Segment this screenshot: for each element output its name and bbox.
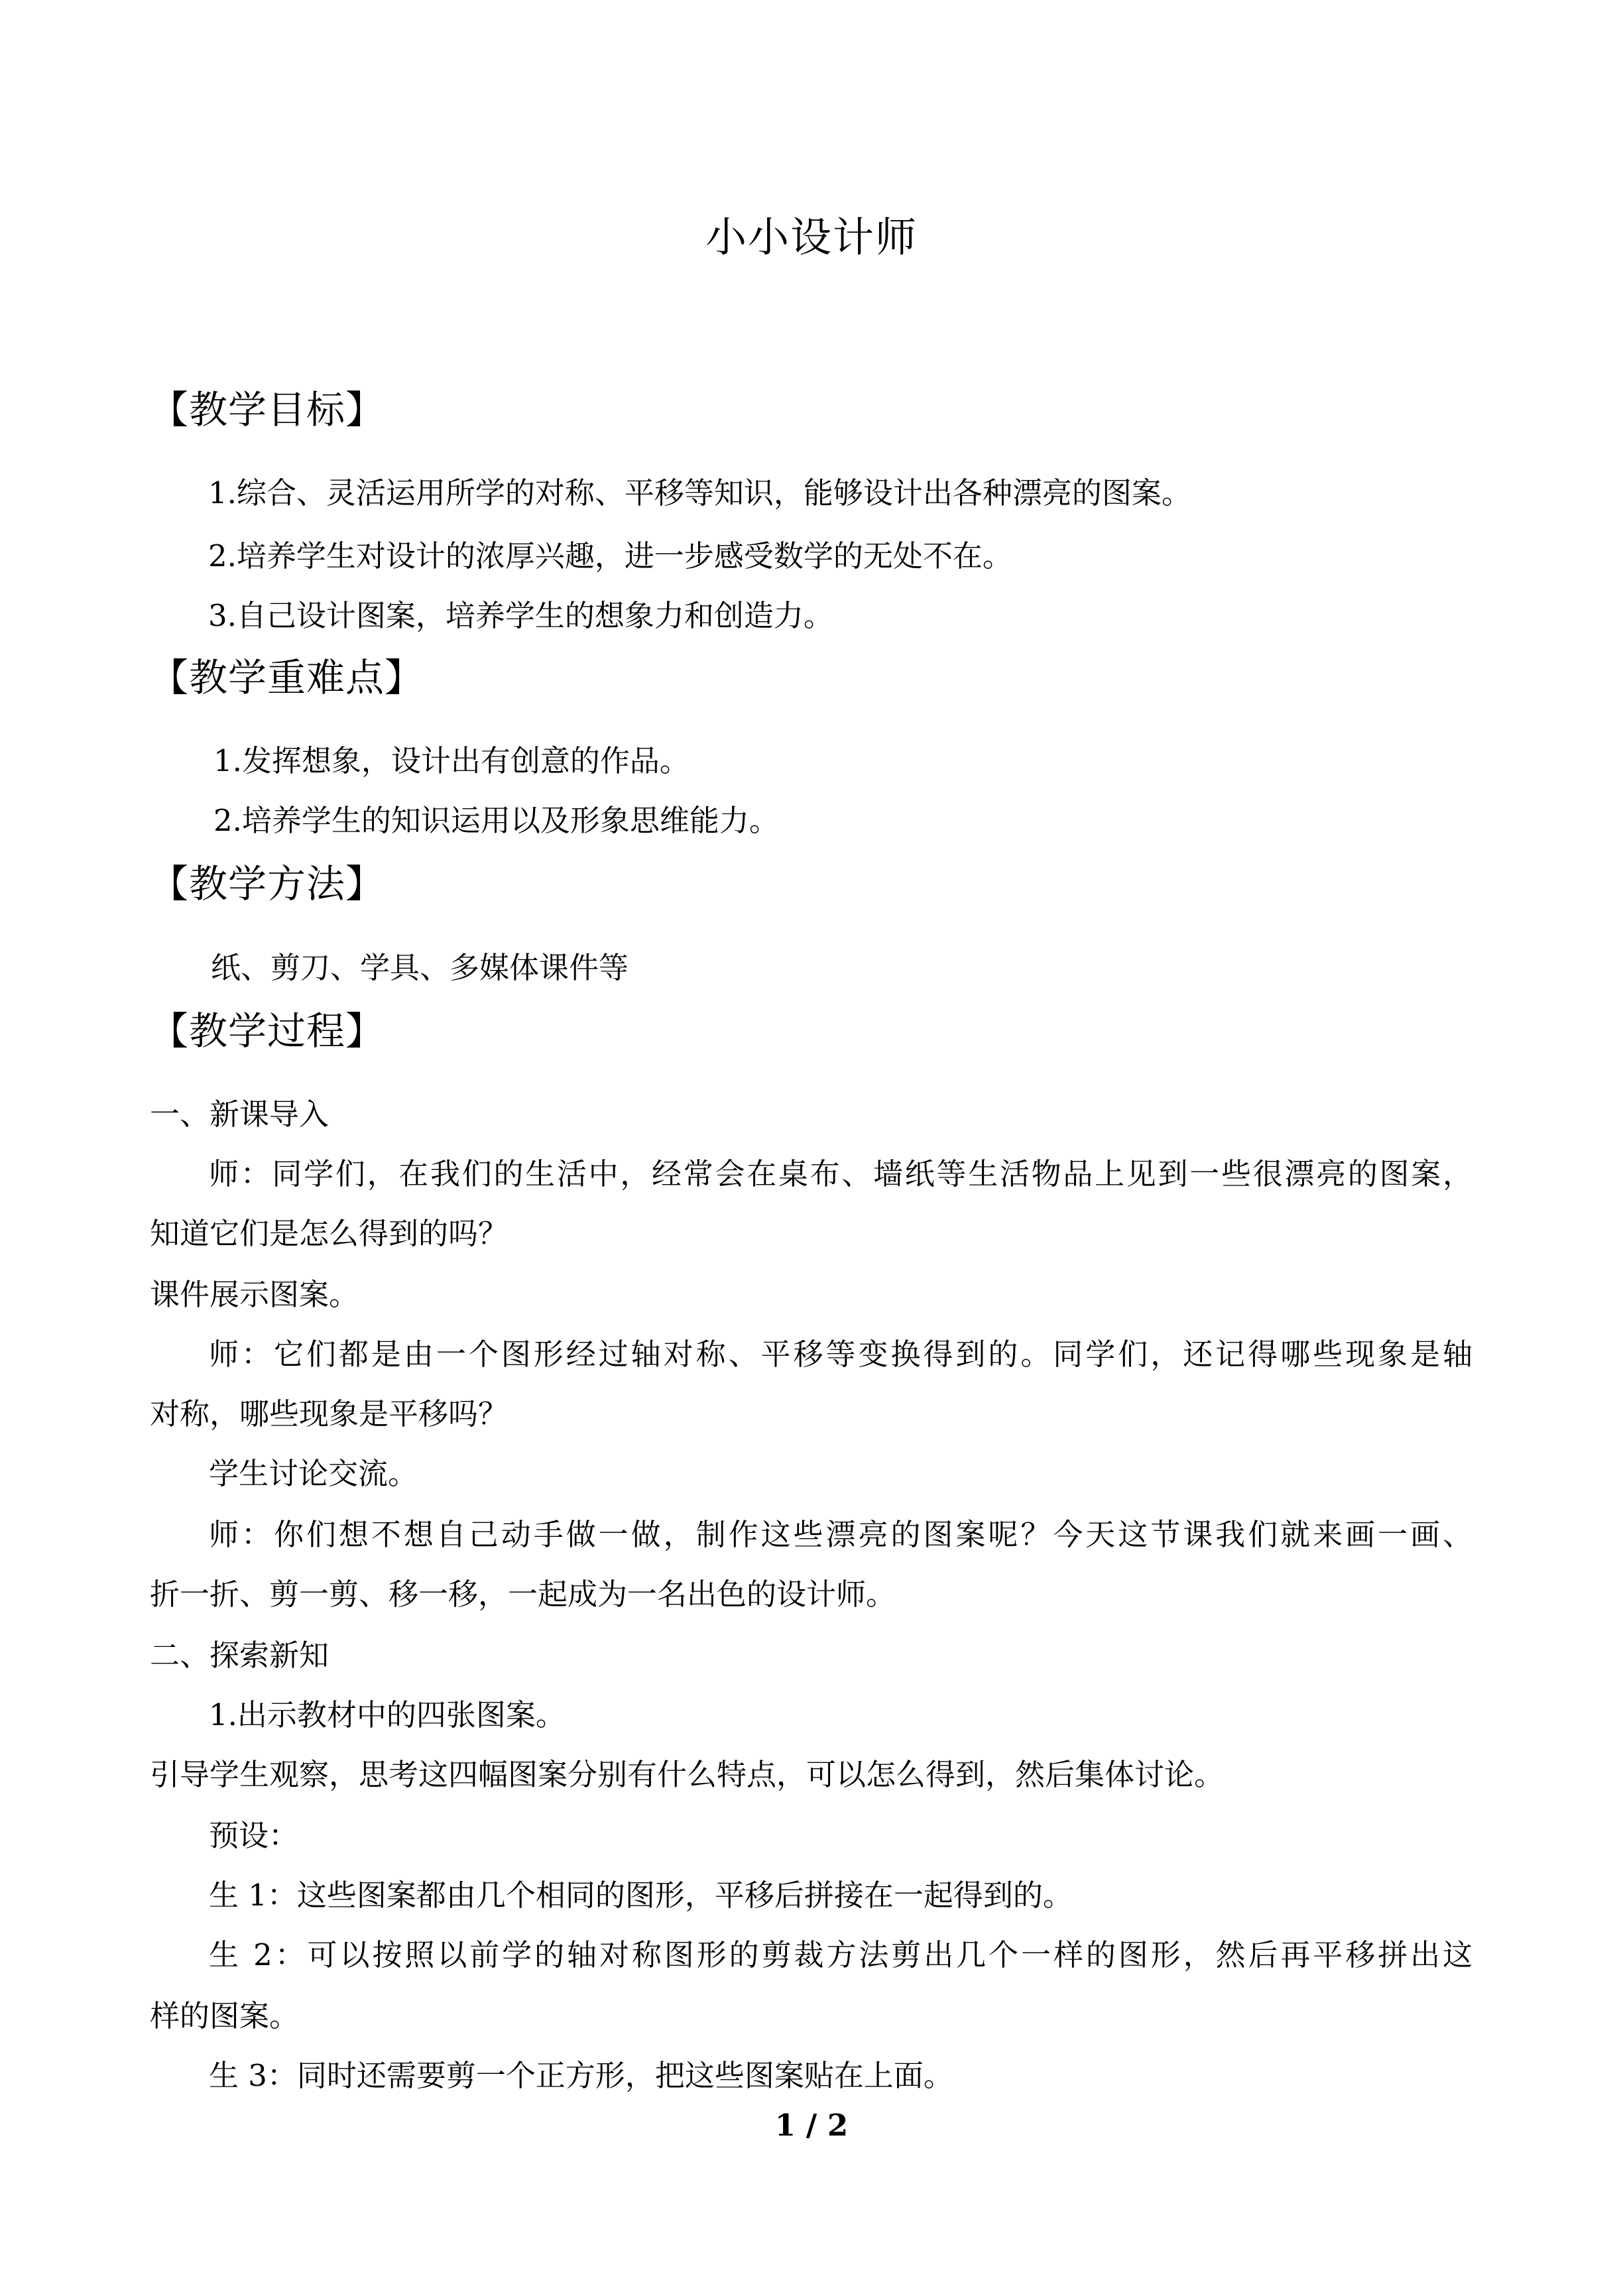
section-heading-objectives: 【教学目标】 [150,387,385,432]
key-point-item-2: 2.培养学生的知识运用以及形象思维能力。 [213,803,779,838]
page-number: 1 / 2 [774,2108,849,2143]
methods-text: 纸、剪刀、学具、多媒体课件等 [211,950,629,985]
process-part2-paragraph-3: 预设： [209,1818,299,1853]
objective-item-1: 1.综合、灵活运用所学的对称、平移等知识，能够设计出各种漂亮的图案。 [208,475,1191,511]
process-part2-paragraph-5a: 生 2：可以按照以前学的轴对称图形的剪裁方法剪出几个一样的图形，然后再平移拼出这 [209,1937,1473,1972]
document-title: 小小设计师 [705,213,918,261]
process-part2-paragraph-4: 生 1：这些图案都由几个相同的图形，平移后拼接在一起得到的。 [209,1878,1073,1913]
process-part1-title: 一、新课导入 [150,1097,330,1132]
key-point-item-1: 1.发挥想象，设计出有创意的作品。 [213,743,690,778]
process-part1-paragraph-4: 学生讨论交流。 [209,1456,418,1491]
section-heading-process: 【教学过程】 [150,1008,385,1054]
process-part1-paragraph-5b: 折一折、剪一剪、移一移，一起成为一名出色的设计师。 [150,1577,896,1612]
process-part1-paragraph-2: 课件展示图案。 [150,1277,359,1312]
process-part2-paragraph-1: 1.出示教材中的四张图案。 [209,1697,566,1732]
process-part1-paragraph-1a: 师：同学们，在我们的生活中，经常会在桌布、墙纸等生活物品上见到一些很漂亮的图案， [209,1156,1473,1191]
process-part1-paragraph-1b: 知道它们是怎么得到的吗？ [150,1216,509,1251]
process-part2-paragraph-2: 引导学生观察，思考这四幅图案分别有什么特点，可以怎么得到，然后集体讨论。 [150,1757,1225,1792]
objective-item-3: 3.自己设计图案，培养学生的想象力和创造力。 [208,598,833,633]
objective-item-2: 2.培养学生对设计的浓厚兴趣，进一步感受数学的无处不在。 [208,538,1012,574]
process-part2-title: 二、探索新知 [150,1638,330,1673]
process-part2-paragraph-6: 生 3：同时还需要剪一个正方形，把这些图案贴在上面。 [209,2058,953,2093]
section-heading-key-points: 【教学重难点】 [150,655,424,700]
process-part1-paragraph-3a: 师：它们都是由一个图形经过轴对称、平移等变换得到的。同学们，还记得哪些现象是轴 [209,1337,1473,1372]
process-part1-paragraph-5a: 师：你们想不想自己动手做一做，制作这些漂亮的图案呢？今天这节课我们就来画一画、 [209,1517,1473,1552]
section-heading-methods: 【教学方法】 [150,861,385,906]
process-part1-paragraph-3b: 对称，哪些现象是平移吗？ [150,1396,509,1431]
process-part2-paragraph-5b: 样的图案。 [150,1998,300,2033]
